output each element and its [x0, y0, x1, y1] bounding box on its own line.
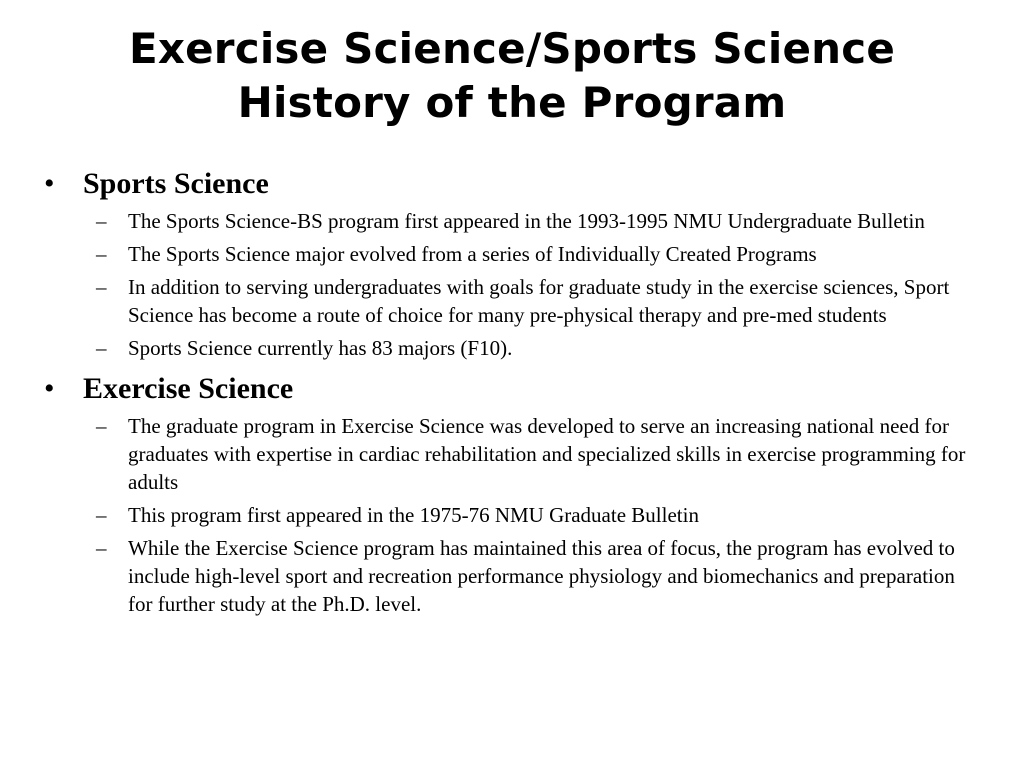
dash-icon: –	[96, 242, 107, 266]
section-heading-text: Sports Science	[83, 167, 269, 200]
dash-icon: –	[96, 503, 107, 527]
list-item-text: The graduate program in Exercise Science was developed to serve an increasing national need for graduates with expertise in cardiac rehabilitation and specialized skills in exercise programming for adults	[128, 414, 966, 494]
dash-icon: –	[96, 275, 107, 299]
bullet-icon: •	[44, 167, 55, 200]
section-sports-science	[44, 166, 984, 362]
title-line-2: History of the Program	[237, 78, 787, 127]
list-item	[44, 334, 984, 362]
list-item-text: The Sports Science major evolved from a series of Individually Created Programs	[128, 242, 817, 266]
slide-title	[0, 22, 1024, 130]
sub-bullet-list	[44, 412, 984, 618]
section-heading	[44, 166, 984, 202]
dash-icon: –	[96, 414, 107, 438]
list-item-text: The Sports Science-BS program first appeared in the 1993-1995 NMU Undergraduate Bulletin	[128, 209, 925, 233]
dash-icon: –	[96, 536, 107, 560]
title-line-1: Exercise Science/Sports Science	[128, 24, 896, 73]
list-item	[44, 534, 984, 618]
list-item	[44, 207, 984, 235]
list-item	[44, 240, 984, 268]
list-item-text: While the Exercise Science program has maintained this area of focus, the program has evolved to include high-level sport and recreation performance physiology and biomechanics and preparation for further study at the Ph.D. level.	[128, 536, 955, 616]
slide-body	[44, 166, 984, 618]
list-item-text: Sports Science currently has 83 majors (F10).	[128, 336, 513, 360]
list-item	[44, 501, 984, 529]
sub-bullet-list	[44, 207, 984, 362]
list-item-text: This program first appeared in the 1975-76 NMU Graduate Bulletin	[128, 503, 699, 527]
section-heading-text: Exercise Science	[83, 372, 294, 405]
list-item	[44, 412, 984, 496]
section-heading	[44, 371, 984, 407]
bullet-icon: •	[44, 372, 55, 405]
list-item	[44, 273, 984, 329]
dash-icon: –	[96, 336, 107, 360]
section-exercise-science	[44, 371, 984, 618]
list-item-text: In addition to serving undergraduates with goals for graduate study in the exercise sciences, Sport Science has become a route of choice for many pre-physical therapy and pre-med students	[128, 275, 950, 327]
dash-icon: –	[96, 209, 107, 233]
